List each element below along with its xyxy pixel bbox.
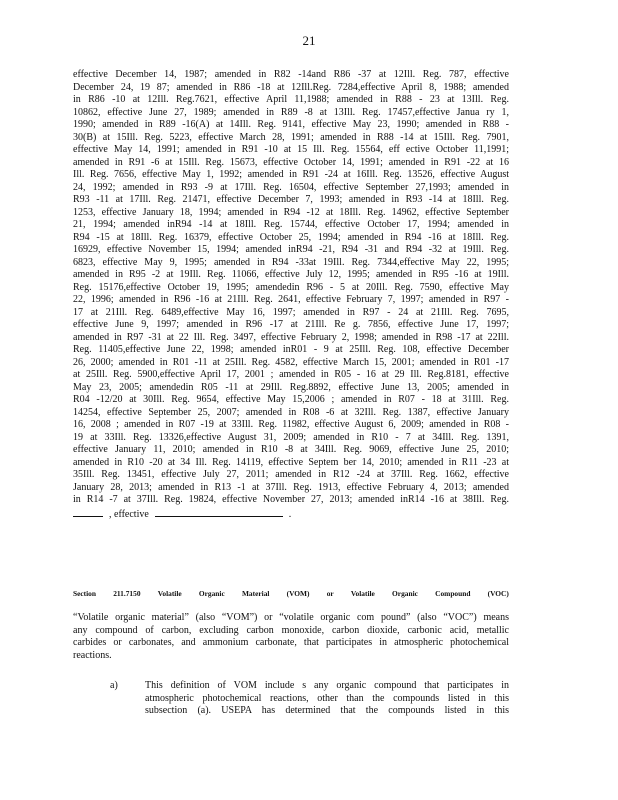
definition-line: carbides or carbonates, and ammonium carbonate, that participates in atmospheric photochemical (73, 637, 509, 648)
history-line: 1990; amended in R89 -16(A) at 14Ill. Reg. 9141, effective May 23, 1990; amended in R88 - (73, 119, 509, 130)
history-final-period: . (288, 508, 292, 519)
history-line: R93 -11 at 17Ill. Reg. 21471, effective December 7, 1993; amended in R93 -14 at 18Ill. Reg. (73, 194, 509, 205)
definition-line: any compound of carbon, excluding carbon monoxide, carbon dioxide, carbonic acid, metallic (73, 624, 509, 636)
heading-word: Compound (435, 589, 471, 598)
history-line: 6823, effective May 9, 1995; amended in R94 -33at 19Ill. Reg. 7344,effective May 22, 1995; (73, 256, 509, 268)
history-line: January 28, 2013; amended in R13 -1 at 37Ill. Reg. 1913, effective February 4, 2013; amended (73, 481, 509, 493)
history-line: in R86 -10 at 12Ill. Reg.7621, effective April 11,1988; amended in R88 - 23 at 13Ill. Reg. (73, 94, 509, 105)
heading-word: or (326, 589, 334, 598)
history-line: May 23, 2005; amendedin R05 -11 at 29Ill. Reg.8892, effective June 13, 2005; amended in (73, 381, 509, 393)
heading-word: Volatile (157, 589, 182, 598)
history-line: 16929, effective November 15, 1994; amended inR94 -21, R94 -31 and R94 -32 at 19Ill. Reg. (73, 244, 509, 255)
heading-word: Material (241, 589, 270, 598)
history-line: 16, 2008 ; amended in R07 -19 at 33Ill. Reg. 11982, effective August 6, 2009; amended in R08 - (73, 419, 509, 430)
section-heading (73, 588, 509, 600)
history-line: amended in R10 -20 at 34 Ill. Reg. 14119, effective Septem ber 14, 2010; amended in R11 -23 at (73, 456, 509, 468)
heading-word: (VOC) (487, 589, 509, 598)
definition-line: reactions. (73, 649, 112, 661)
history-line: amended in R91 -6 at 15Ill. Reg. 15673, effective October 14, 1991; amended in R91 -22 at 16 (73, 156, 509, 168)
history-line: effective December 14, 1987; amended in R82 -14and R86 -37 at 12Ill. Reg. 787, effective (73, 69, 509, 80)
history-line: effective June 9, 1997; amended in R96 -17 at 21Ill. Re g. 7856, effective June 17, 1997; (73, 319, 509, 330)
history-line: at 25Ill. Reg. 5900,effective April 17, 2001 ; amended in R05 - 16 at 29 Ill. Reg.8181, effective (73, 369, 509, 380)
history-line: December 24, 19 87; amended in R86 -18 at 12Ill.Reg. 7284,effective April 8, 1988; amended (73, 81, 509, 93)
source-history-note (73, 69, 509, 519)
history-line: R04 -12/20 at 30Ill. Reg. 9654, effective May 15,2006 ; amended in R07 - 18 at 31Ill. Reg. (73, 394, 509, 405)
history-line: 10862, effective June 27, 1989; amended in R89 -8 at 13Ill. Reg. 17457,effective Janua ry 1, (73, 106, 509, 118)
history-line: effective May 14, 1991; amended in R91 -10 at 15 Ill. Reg. 15564, eff ective October 11,1991; (73, 144, 509, 155)
history-line: 22, 1996; amended in R96 -16 at 21Ill. Reg. 2641, effective February 7, 1997; amended in R97 - (73, 294, 509, 305)
definition-line: “Volatile organic material” (also “VOM”) or “volatile organic com pound” (also “VOC”) means (73, 612, 509, 623)
history-line: amended in R97 -31 at 22 Ill. Reg. 3497, effective February 2, 1998; amended in R98 -17 at 22Ill. (73, 331, 509, 343)
history-line: 26, 2000; amended in R01 -11 at 25Ill. Reg. 4582, effective March 15, 2001; amended in R01 -17 (73, 356, 509, 368)
subsection-line: atmospheric photochemical reactions, other than the compounds listed in this (145, 692, 509, 704)
section-number: 211.7150 (113, 589, 141, 598)
subsection-line: This definition of VOM include s any organic compound that participates in (145, 680, 509, 691)
page-number: 21 (302, 33, 316, 48)
history-line: effective January 11, 2010; amended in R10 -8 at 34Ill. Reg. 9069, effective June 25, 2010; (73, 444, 509, 455)
heading-word: Volatile (350, 589, 375, 598)
history-line: 17 at 21Ill. Reg. 6489,effective May 16, 1997; amended in R97 - 24 at 21Ill. Reg. 7695, (73, 306, 509, 318)
history-line: Reg. 11405,effective June 22, 1998; amended inR01 - 9 at 25Ill. Reg. 108, effective December (73, 344, 509, 355)
history-line: 1253, effective January 18, 1994; amended in R94 -12 at 18Ill. Reg. 14962, effective September (73, 206, 509, 218)
history-line: 21, 1994; amended inR94 -14 at 18Ill. Reg. 15744, effective October 17, 1994; amended in (73, 219, 509, 230)
history-final-line (73, 507, 509, 520)
history-line: Ill. Reg. 7656, effective May 1, 1992; amended in R91 -24 at 16Ill. Reg. 13526, effective August (73, 169, 509, 180)
history-final-text: , effective (109, 508, 149, 519)
heading-word: (VOM) (286, 589, 310, 598)
history-line: 35Ill. Reg. 13451, effective July 27, 2011; amended in R12 -24 at 37Ill. Reg. 1662, effective (73, 469, 509, 480)
definition-paragraph (73, 612, 509, 662)
subsection-body (145, 680, 509, 718)
history-line: in R14 -7 at 37Ill. Reg. 19824, effective November 27, 2013; amended inR14 -16 at 38Ill. Reg. (73, 494, 509, 505)
history-line: 30(B) at 15Ill. Reg. 5223, effective March 28, 1991; amended in R88 -14 at 15Ill. Reg. 7901, (73, 131, 509, 143)
heading-word: Organic (392, 589, 418, 598)
history-line: 14254, effective September 25, 2007; amended in R08 -6 at 32Ill. Reg. 1387, effective January (73, 406, 509, 418)
blank-underline (73, 507, 103, 517)
heading-word: Organic (198, 589, 225, 598)
history-line: R94 -15 at 18Ill. Reg. 16379, effective October 25, 1994; amended in R94 -16 at 18Ill. Reg. (73, 231, 509, 243)
subsection-marker: a) (110, 680, 118, 691)
subsection-line: subsection (a). USEPA has determined that the compounds listed in this (145, 705, 509, 716)
history-line: amended in R95 -2 at 19Ill. Reg. 11066, effective July 12, 1995; amended in R95 -16 at 19Ill. (73, 269, 509, 280)
history-line: Reg. 15176,effective October 19, 1995; amendedin R96 - 5 at 20Ill. Reg. 7590, effective May (73, 281, 509, 293)
history-line: 24, 1992; amended in R93 -9 at 17Ill. Reg. 16504, effective September 27,1993; amended in (73, 181, 509, 193)
history-line: 19 at 33Ill. Reg. 13326,effective August 31, 2009; amended in R10 - 7 at 34Ill. Reg. 1391, (73, 431, 509, 443)
blank-underline (155, 507, 283, 517)
heading-word: Section (73, 589, 96, 598)
